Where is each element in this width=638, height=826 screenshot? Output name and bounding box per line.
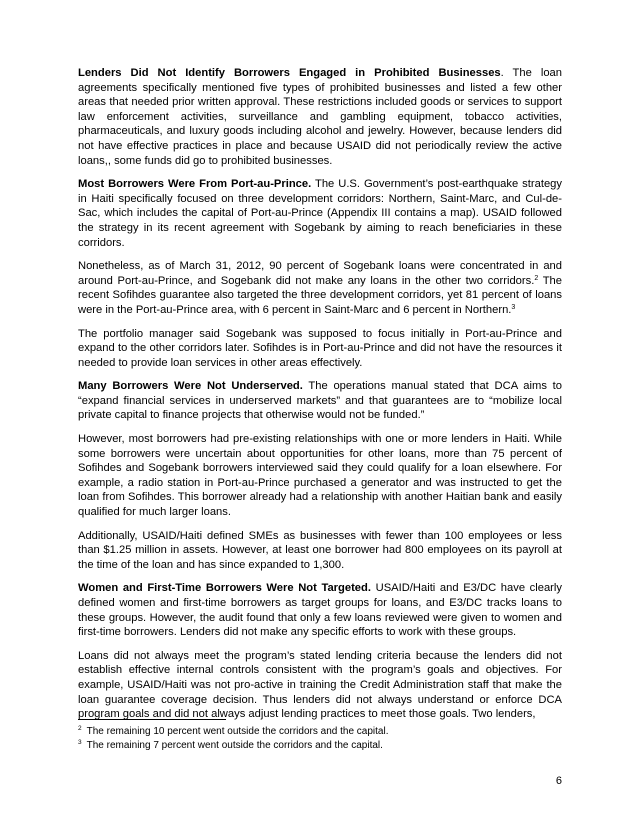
paragraph-text: Additionally, USAID/Haiti defined SMEs as businesses with fewer than 100 employees or less than $1.25 million in assets. However, at least one borrower had 800 employees on its payroll at the time of the loan and has since expanded to 1,300. [78,529,562,571]
paragraph-text: Loans did not always meet the program’s stated lending criteria because the lenders did not establish effective internal controls consistent with the program’s goals and objectives. For example, USAID/Haiti was not pro-active in training the Credit Administration staff that make the loan guarantee coverage decision. Thus lenders did not always understand or enforce DCA program goals and did not always adjust lending practices to meet those goals. Two lenders, [78,649,562,721]
paragraph-text: Nonetheless, as of March 31, 2012, 90 percent of Sogebank loans were concentrated in and around Port-au-Prince, and Sogebank did not make any loans in the other two corridors. [78,260,562,287]
paragraph-text: The recent Sofihdes guarantee also targeted the three development corridors, yet 81 percent of loans were in the Port-au-Prince area, with 6 percent in Saint-Marc and 6 percent in Northern. [78,274,562,316]
paragraph-portfolio-manager [78,327,562,371]
paragraph-women-first-time [78,581,562,639]
paragraph-prohibited-businesses [78,66,562,168]
paragraph-preexisting-relationships [78,432,562,520]
paragraph-underserved [78,379,562,423]
page-number: 6 [555,775,562,787]
heading-punctuation: . [500,67,504,79]
footnote-ref: 2 [534,274,539,282]
paragraph-text: USAID/Haiti and E3/DC have clearly defined women and first-time borrowers as target groups for loans, and E3/DC tracks loans to these groups. However, the audit found that only a few loans reviewed were given to women and first-time borrowers. Lenders did not make any specific efforts to work with these groups. [78,582,562,639]
paragraph-text: However, most borrowers had pre-existing relationships with one or more lenders in Haiti. While some borrowers were uncertain about opportunities for other loans, more than 75 percent of Sofihdes and Sogebank borrowers interviewed said they could qualify for a loan elsewhere. For example, a radio station in Port-au-Prince purchased a generator and was instructed to get the loan from Sofihdes. This borrower already had a relationship with another Haitian bank and easily qualified for much larger loans. [78,433,562,519]
paragraph-text: The U.S. Government’s post-earthquake strategy in Haiti specifically focused on three development corridors: Northern, Saint-Marc, and Cul-de-Sac, which includes the capital of Port-au-Prince (Appendix III contains a map). USAID followed the strategy in its recent agreement with Sogebank by aiming to reach beneficiaries in these corridors. [78,178,562,249]
footnote-text: The remaining 7 percent went outside the corridors and the capital. [86,740,383,751]
footnote-mark: 3 [78,739,82,746]
section-heading: Women and First-Time Borrowers Were Not Targeted. [78,582,371,595]
footnote-2 [78,726,562,738]
paragraph-sme-definition [78,529,562,573]
paragraph-lending-criteria [78,649,562,722]
footnote-ref: 3 [511,303,516,311]
footnote-text: The remaining 10 percent went outside the corridors and the capital. [86,726,389,737]
footnote-3 [78,740,562,752]
section-heading: Lenders Did Not Identify Borrowers Engaged in Prohibited Businesses [78,67,501,79]
paragraph-text: The portfolio manager said Sogebank was supposed to focus initially in Port-au-Prince and expand to the other corridors later. Sofihdes is in Port-au-Prince and did not have the resources it needed to provide loan services in other areas effectively. [78,327,562,369]
paragraph-port-au-prince [78,177,562,250]
paragraph-text: The operations manual stated that DCA aims to “expand financial services in underserved markets” and that guarantees are to “mobilize local private capital to finance projects that otherwise would not be funded.” [78,380,562,422]
section-heading: Many Borrowers Were Not Underserved. [78,380,303,393]
footnote-divider [78,719,226,720]
paragraph-sogebank-concentration [78,259,562,317]
section-heading: Most Borrowers Were From Port-au-Prince. [78,178,312,191]
document-body [78,66,562,731]
paragraph-text: The loan agreements specifically mentioned five types of prohibited businesses and listed a few other areas that needed prior written approval. These restrictions included goods or services to support law enforcement activities, surveillance and gambling equipment, tobacco activities, pharmaceuticals, and luxury goods including alcohol and jewelry. However, because lenders did not have effective practices in place and because USAID did not periodically review the active loans,, some funds did go to prohibited businesses. [78,67,562,167]
footnote-mark: 2 [78,725,82,732]
